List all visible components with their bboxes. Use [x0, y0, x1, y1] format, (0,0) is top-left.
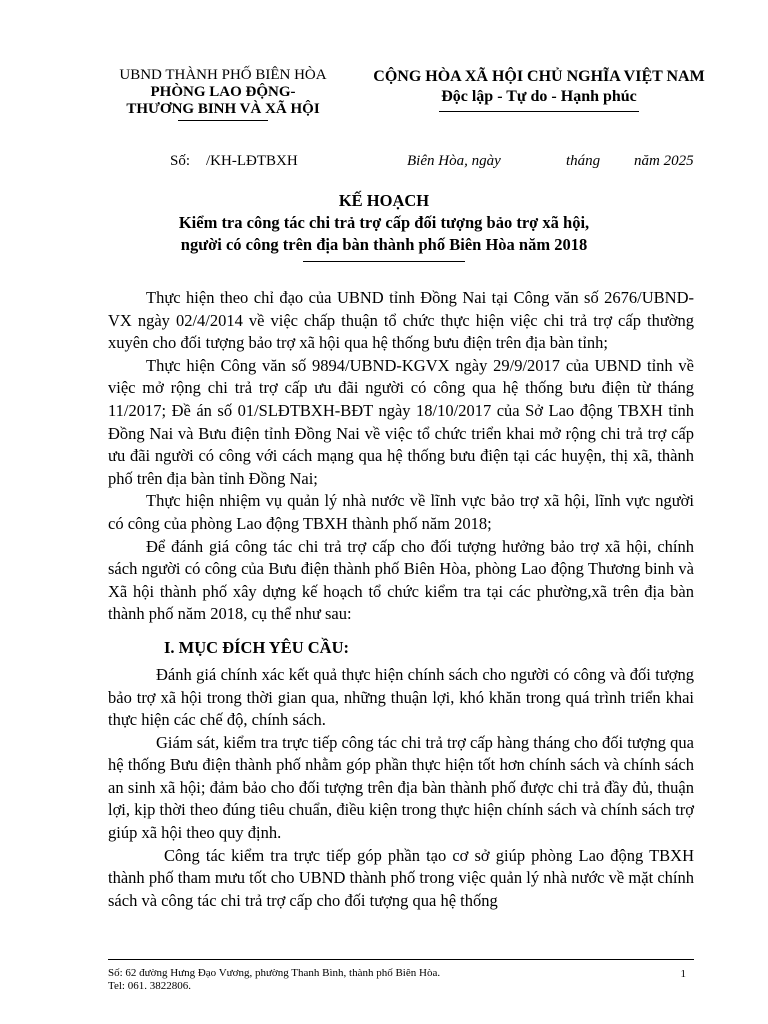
section-heading: I. MỤC ĐÍCH YÊU CẦU:: [164, 637, 350, 657]
footer-address: Số: 62 đường Hưng Đạo Vương, phường Thanh Bình, thành phố Biên Hòa.: [108, 967, 441, 979]
national-header: [352, 67, 726, 112]
agency-parent: UBND THÀNH PHỐ BIÊN HÒA: [119, 67, 327, 83]
paragraph: Thực hiện nhiệm vụ quản lý nhà nước về lĩnh vực bảo trợ xã hội, lĩnh vực người có công của phòng Lao động TBXH thành phố năm 2018;: [108, 491, 694, 533]
title-type: KẾ HOẠCH: [338, 191, 430, 210]
document-title: [0, 190, 768, 262]
doc-number-value: /KH-LĐTBXH: [206, 153, 298, 169]
title-underline: [303, 261, 465, 262]
paragraph: Thực hiện theo chỉ đạo của UBND tỉnh Đồng Nai tại Công văn số 2676/UBND-VX ngày 02/4/2014 về việc chấp thuận tổ chức thực hiện việc chi trả trợ cấp thường xuyên cho đối tượng bảo trợ xã hội qua hệ thống bưu điện trên địa bàn tỉnh;: [108, 288, 694, 353]
motto-underline: [439, 111, 639, 112]
agency-underline: [178, 120, 268, 121]
page-footer: [108, 959, 694, 993]
doc-number-label: Số:: [170, 153, 191, 169]
page-number: 1: [680, 968, 686, 980]
paragraph: Công tác kiểm tra trực tiếp góp phần tạo cơ sở giúp phòng Lao động TBXH thành phố tham mưu tốt cho UBND thành phố trong việc quản lý nhà nước về mặt chính sách và công tác chi trả trợ cấp cho đối tượng qua hệ thống: [108, 845, 694, 910]
footer-tel: Tel: 061. 3822806.: [108, 980, 191, 992]
paragraph: Đánh giá chính xác kết quả thực hiện chính sách cho người có công và đối tượng bảo trợ xã hội trong thời gian qua, những thuận lợi, khó khăn trong quá trình triển khai thực hiện các chế độ, chính sách.: [108, 664, 694, 730]
paragraph: Để đánh giá công tác chi trả trợ cấp cho đối tượng hưởng bảo trợ xã hội, chính sách người có công của Bưu điện thành phố Biên Hòa, phòng Lao động Thương binh và Xã hội thành phố xây dựng kế hoạch tổ chức kiểm tra tại các phường,xã trên địa bàn thành phố năm 2018, cụ thể như sau:: [108, 536, 694, 624]
agency-name-line1: PHÒNG LAO ĐỘNG-: [150, 84, 296, 100]
title-subject-line1: Kiểm tra công tác chi trả trợ cấp đối tượng bảo trợ xã hội,: [178, 213, 590, 232]
date-month: tháng: [566, 153, 601, 169]
agency-header: [108, 67, 338, 121]
document-body: [108, 287, 694, 912]
agency-name-line2: THƯƠNG BINH VÀ XÃ HỘI: [126, 101, 320, 117]
title-subject-line2: người có công trên địa bàn thành phố Biên Hòa năm 2018: [180, 235, 588, 254]
paragraph: Thực hiện Công văn số 9894/UBND-KGVX ngày 29/9/2017 của UBND tỉnh về việc mở rộng chi trả trợ cấp ưu đãi người có công qua hệ thống bưu điện từ tháng 11/2017; Đề án số 01/SLĐTBXH-BĐT ngày 18/10/2017 của Sở Lao động TBXH tỉnh Đồng Nai và Bưu điện tỉnh Đồng Nai về việc tổ chức triển khai mở rộng chi trả trợ cấp ưu đãi người có công với cách mạng qua hệ thống bưu điện tại các huyện, thị xã, thành phố trên địa bàn tỉnh Đồng Nai;: [108, 355, 694, 488]
paragraph: Giám sát, kiểm tra trực tiếp công tác chi trả trợ cấp hàng tháng cho đối tượng qua hệ thống Bưu điện thành phố nhằm góp phần thực hiện tốt hơn chính sách và chính sách an sinh xã hội; đảm bảo cho đối tượng trên địa bàn thành phố được chi trả đầy đủ, thuận lợi, kịp thời theo đúng tiêu chuẩn, điều kiện trong thực hiện chính sách và chính sách trợ giúp xã hội theo quy định.: [108, 732, 694, 843]
place-date: Biên Hòa, ngày: [407, 153, 501, 169]
national-motto: Độc lập - Tự do - Hạnh phúc: [441, 88, 637, 105]
date-year: năm 2025: [634, 153, 694, 169]
national-title: CỘNG HÒA XÃ HỘI CHỦ NGHĨA VIỆT NAM: [373, 68, 705, 85]
